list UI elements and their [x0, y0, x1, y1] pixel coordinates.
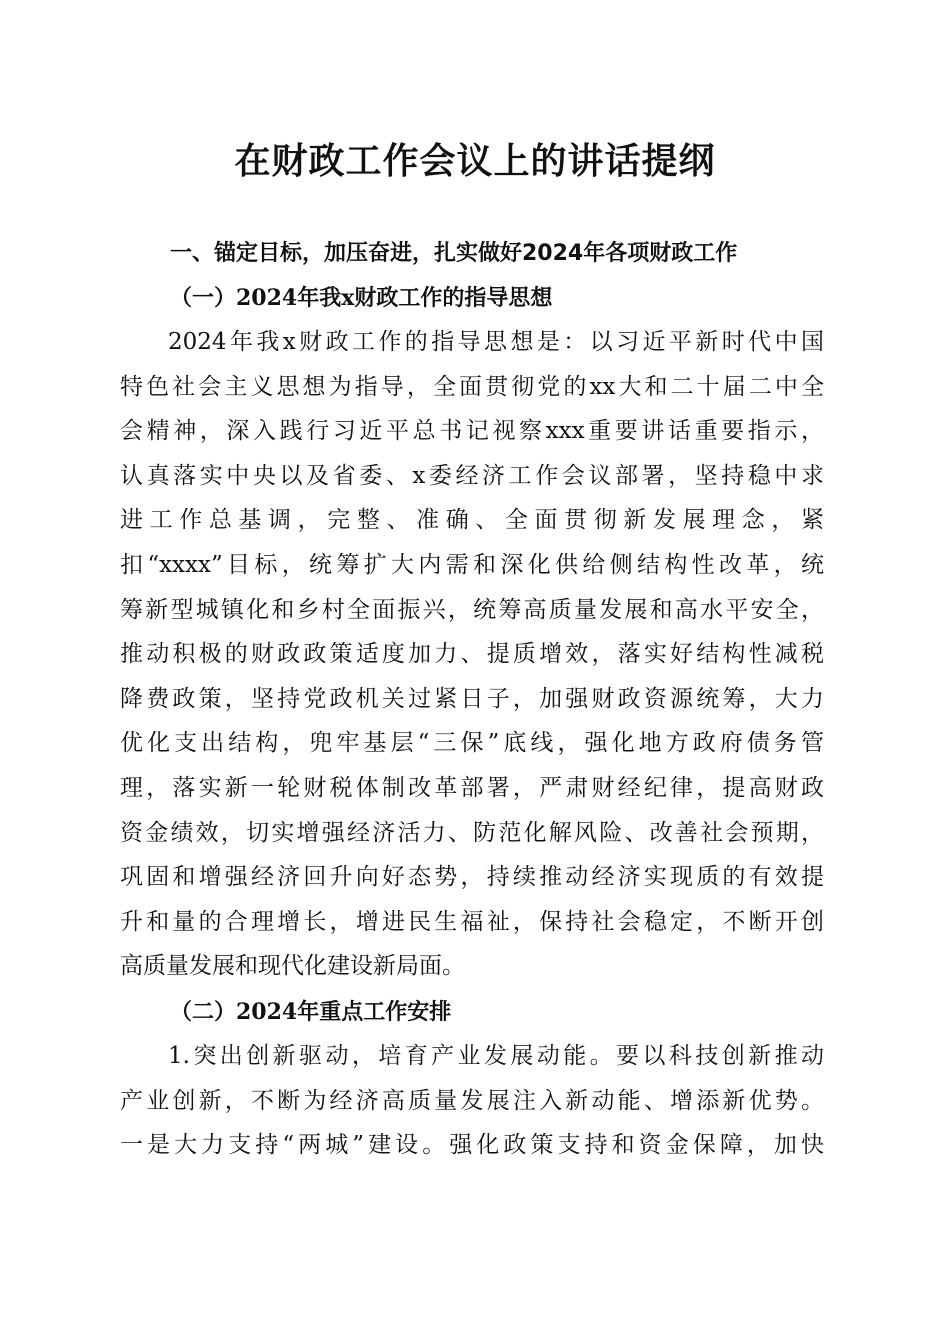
- paragraph-line: 优化支出结构，兜牢基层“三保”底线，强化地方政府债务管: [120, 730, 824, 757]
- paragraph-line: 推动积极的财政政策适度加力、提质增效，落实好结构性减税: [120, 641, 824, 668]
- subsection-heading-key-work: （二）2024年重点工作安排: [170, 999, 452, 1025]
- paragraph-line: 特色社会主义思想为指导，全面贯彻党的xx大和二十届二中全: [120, 373, 824, 400]
- paragraph-key-work: [120, 1034, 824, 1168]
- paragraph-line: 降费政策，坚持党政机关过紧日子，加强财政资源统筹，大力: [120, 685, 824, 712]
- paragraph-line: 2024年我x财政工作的指导思想是：以习近平新时代中国: [168, 329, 824, 355]
- paragraph-line: 认真落实中央以及省委、x委经济工作会议部署，坚持稳中求: [120, 462, 824, 489]
- paragraph-line: 理，落实新一轮财税体制改革部署，严肃财经纪律，提高财政: [120, 774, 824, 801]
- paragraph-guiding-thought: [120, 320, 824, 989]
- paragraph-line: 进工作总基调，完整、准确、全面贯彻新发展理念，紧: [120, 507, 824, 534]
- paragraph-line: 一是大力支持“两城”建设。强化政策支持和资金保障，加快: [120, 1132, 824, 1159]
- paragraph-line: 扣“xxxx”目标，统筹扩大内需和深化供给侧结构性改革，统: [120, 551, 824, 578]
- document-title: 在财政工作会议上的讲话提纲: [234, 140, 716, 182]
- paragraph-line: 高质量发展和现代化建设新局面。: [120, 953, 465, 980]
- paragraph-line: 1.突出创新驱动，培育产业发展动能。要以科技创新推动: [168, 1043, 824, 1069]
- paragraph-line: 产业创新，不断为经济高质量发展注入新动能、增添新优势。: [120, 1087, 824, 1114]
- paragraph-line: 巩固和增强经济回升向好态势，持续推动经济实现质的有效提: [120, 864, 824, 891]
- subsection-heading-guiding-thought: （一）2024年我x财政工作的指导思想: [170, 285, 553, 311]
- paragraph-line: 资金绩效，切实增强经济活力、防范化解风险、改善社会预期，: [120, 819, 824, 846]
- paragraph-line: 会精神，深入践行习近平总书记视察xxx重要讲话重要指示，: [120, 418, 824, 445]
- paragraph-line: 升和量的合理增长，增进民生福祉，保持社会稳定，不断开创: [120, 908, 824, 935]
- paragraph-line: 筹新型城镇化和乡村全面振兴，统筹高质量发展和高水平安全，: [120, 596, 824, 623]
- section-heading-1: 一、锚定目标，加压奋进，扎实做好2024年各项财政工作: [170, 241, 738, 266]
